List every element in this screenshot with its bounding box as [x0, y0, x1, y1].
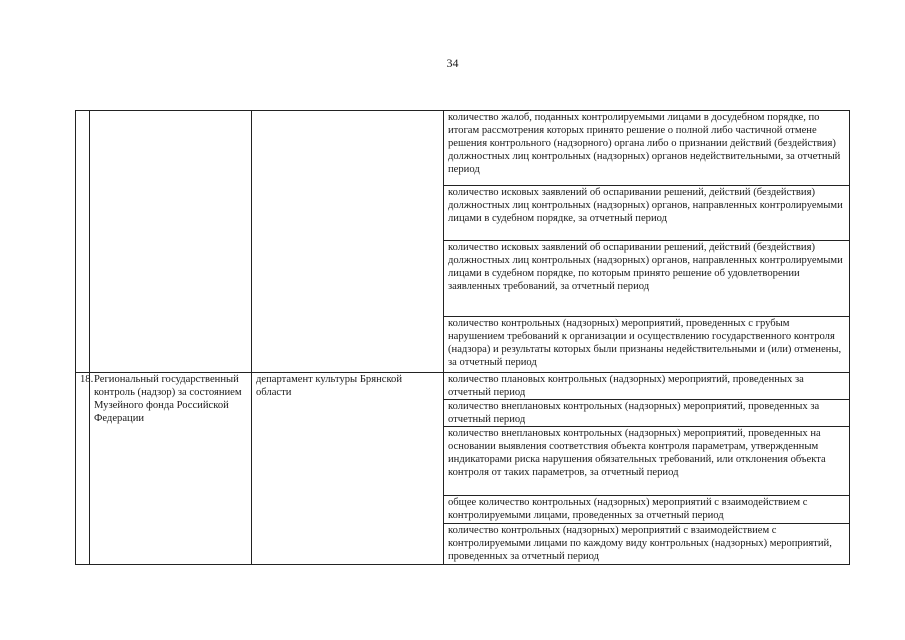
row-number: 18. [76, 373, 90, 565]
table-row [76, 111, 850, 186]
indicator-cell: количество исковых заявлений об оспаривании решений, действий (бездействия) должностных лиц контрольных (надзорных) органов, направленных контролируемыми лицами в судебном порядке, по которым принято решение об удовлетворении заявленных требований, за отчетный период [444, 241, 850, 317]
indicator-cell: количество контрольных (надзорных) мероприятий с взаимодействием с контролируемыми лицами по каждому виду контрольных (надзорных) мероприятий, проведенных за отчетный период [444, 524, 850, 565]
indicators-table [75, 110, 850, 565]
indicator-cell: количество исковых заявлений об оспаривании решений, действий (бездействия) должностных лиц контрольных (надзорных) органов, направленных контролируемыми лицами в судебном порядке, за отчетный период [444, 186, 850, 241]
indicator-cell: количество жалоб, поданных контролируемыми лицами в досудебном порядке, по итогам рассмотрения которых принято решение о полной либо частичной отмене решения контрольного (надзорного) органа либо о признании действий (бездействия) должностных лиц контрольных (надзорных) органов недействительными, за отчетный период [444, 111, 850, 186]
indicator-cell: общее количество контрольных (надзорных) мероприятий с взаимодействием с контролируемыми лицами, проведенных за отчетный период [444, 496, 850, 524]
authority-cell: департамент культуры Брянской области [252, 373, 444, 565]
indicator-cell: количество контрольных (надзорных) мероприятий, проведенных с грубым нарушением требований к организации и осуществлению государственного контроля (надзора) и результаты которых были признаны недействительными и (или) отменены, за отчетный период [444, 317, 850, 373]
page-number: 34 [446, 56, 459, 70]
indicator-cell: количество внеплановых контрольных (надзорных) мероприятий, проведенных на основании выявления соответствия объекта контроля параметрам, утвержденным индикаторами риска нарушения обязательных требований, или отклонения объекта контроля от таких параметров, за отчетный период [444, 427, 850, 496]
authority-cell-empty [252, 111, 444, 373]
table-row [76, 373, 850, 400]
control-type-cell: Региональный государственный контроль (надзор) за состоянием Музейного фонда Российской Федерации [90, 373, 252, 565]
number-cell-empty [76, 111, 90, 373]
indicator-cell: количество плановых контрольных (надзорных) мероприятий, проведенных за отчетный период [444, 373, 850, 400]
control-type-cell-empty [90, 111, 252, 373]
indicator-cell: количество внеплановых контрольных (надзорных) мероприятий, проведенных за отчетный период [444, 400, 850, 427]
